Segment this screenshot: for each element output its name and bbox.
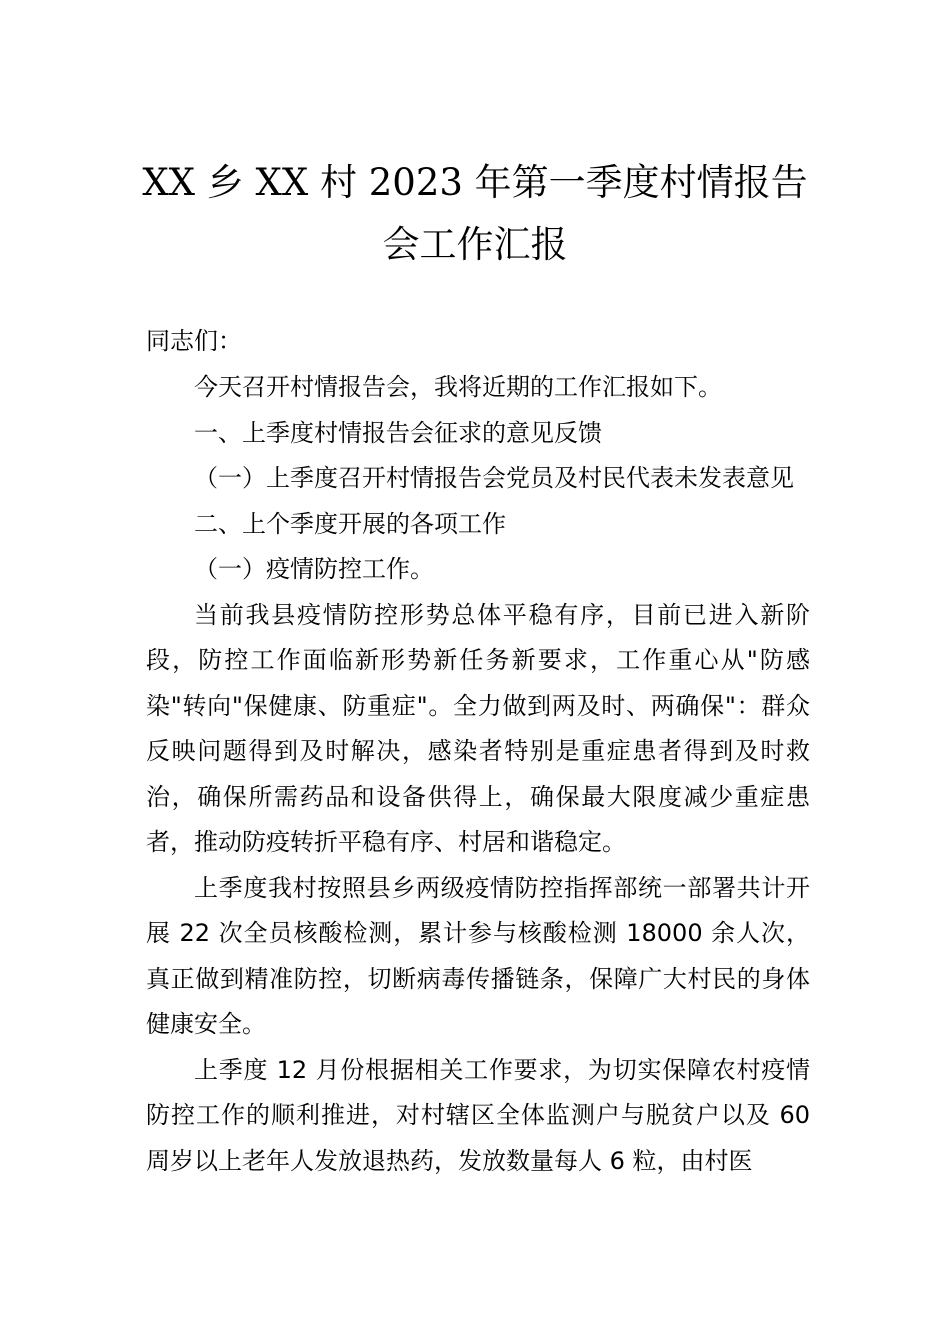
salutation: 同志们： <box>146 327 242 355</box>
document-body <box>146 365 810 1184</box>
document-title-line-1: XX 乡 XX 村 2023 年第一季度村情报告 <box>142 161 808 204</box>
subheading-1-1: （一）上季度召开村情报告会党员及村民代表未发表意见 <box>194 464 794 492</box>
subheading-2-1: （一）疫情防控工作。 <box>194 555 434 583</box>
paragraph-epidemic-situation: 当前我县疫情防控形势总体平稳有序，目前已进入新阶段，防控工作面临新形势新任务新要求，工作重心从"防感染"转向"保健康、防重症"。全力做到两及时、两确保"：群众反映问题得到及时解决，感染者特别是重症患者得到及时救治，确保所需药品和设备供得上，确保最大限度减少重症患者，推动防疫转折平稳有序、村居和谐稳定。 <box>146 600 810 856</box>
paragraph-medicine-distribution: 上季度 12 月份根据相关工作要求，为切实保障农村疫情防控工作的顺利推进，对村辖区全体监测户与脱贫户以及 60 周岁以上老年人发放退热药，发放数量每人 6 粒，由村医 <box>146 1055 810 1175</box>
paragraph-opening: 今天召开村情报告会，我将近期的工作汇报如下。 <box>194 373 722 401</box>
heading-section-2: 二、上个季度开展的各项工作 <box>194 509 506 538</box>
heading-section-1: 一、上季度村情报告会征求的意见反馈 <box>194 418 602 447</box>
document-title-line-2: 会工作汇报 <box>382 223 568 266</box>
paragraph-nucleic-testing: 上季度我村按照县乡两级疫情防控指挥部统一部署共计开展 22 次全员核酸检测，累计参与核酸检测 18000 余人次，真正做到精准防控，切断病毒传播链条，保障广大村民的身体健康安全。 <box>146 873 810 1038</box>
